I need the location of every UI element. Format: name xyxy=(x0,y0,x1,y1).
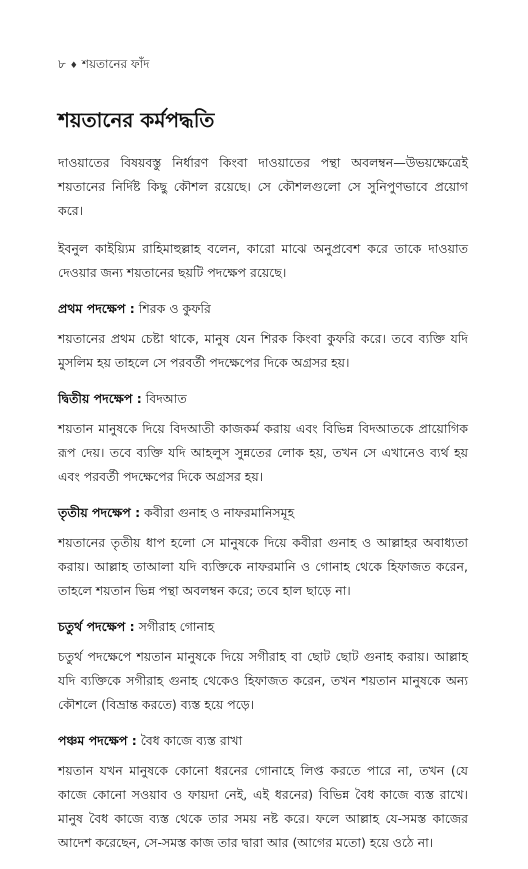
book-title: শয়তানের ফাঁদ xyxy=(81,57,150,71)
step-topic: বৈধ কাজে ব্যস্ত রাখা xyxy=(140,733,243,748)
step-heading xyxy=(58,617,468,637)
step-heading xyxy=(58,503,468,523)
step-label: পঞ্চম পদক্ষেপ : xyxy=(58,733,137,748)
step-section xyxy=(58,389,468,489)
step-paragraph: শয়তানের প্রথম চেষ্টা থাকে, মানুষ যেন শিরক কিংবা কুফরি করে। তবে ব্যক্তি যদি মুসলিম হয় তাহলে সে পরবর্তী পদক্ষেপের দিকে অগ্রসর হয়। xyxy=(58,331,468,370)
step-paragraph: চতুর্থ পদক্ষেপে শয়তান মানুষকে দিয়ে সগীরাহ বা ছোট ছোট গুনাহ করায়। আল্লাহ যদি ব্যক্তিকে সগীরাহ গুনাহ থেকেও হিফাজত করেন, তখন শয়তান মানুষকে অন্য কৌশলে (বিভ্রান্ত করতে) ব্যস্ত হয়ে পড়ে। xyxy=(58,649,468,712)
page-number: ৮ xyxy=(58,57,66,71)
step-topic: সগীরাহ গোনাহ xyxy=(138,619,215,634)
running-header xyxy=(58,56,468,76)
step-paragraph: শয়তানের তৃতীয় ধাপ হলো সে মানুষকে দিয়ে কবীরা গুনাহ ও আল্লাহর অবাধ্যতা করায়। আল্লাহ তাআলা যদি ব্যক্তিকে নাফরমানি ও গোনাহ থেকে হিফাজত করেন, তাহলে শয়তান ভিন্ন পন্থা অবলম্বন করে; তবে হাল ছাড়ে না। xyxy=(58,535,468,598)
step-topic: বিদআত xyxy=(145,391,187,406)
step-section xyxy=(58,299,468,375)
book-page xyxy=(58,56,468,869)
step-section xyxy=(58,503,468,603)
step-topic: শিরক ও কুফরি xyxy=(138,301,211,316)
step-label: তৃতীয় পদক্ষেপ : xyxy=(58,505,141,520)
step-heading xyxy=(58,389,468,409)
chapter-title: শয়তানের কর্মপদ্ধতি xyxy=(58,108,215,132)
step-section xyxy=(58,617,468,717)
diamond-separator-icon: ♦ xyxy=(69,61,78,71)
step-heading xyxy=(58,299,468,319)
step-label: দ্বিতীয় পদক্ষেপ : xyxy=(58,391,142,406)
intro-paragraph: দাওয়াতের বিষয়বস্তু নির্ধারণ কিংবা দাওয়াতের পন্থা অবলম্বন—উভয়ক্ষেত্রেই শয়তানের নির্দিষ্ট কিছু কৌশল রয়েছে। সে কৌশলগুলো সে সুনিপুণভাবে প্রয়োগ করে। xyxy=(58,155,468,218)
step-label: প্রথম পদক্ষেপ : xyxy=(58,301,135,316)
step-paragraph: শয়তান যখন মানুষকে কোনো ধরনের গোনাহে লিপ্ত করতে পারে না, তখন (যে কাজে কোনো সওয়াব ও ফায়দা নেই, এই ধরনের) বিভিন্ন বৈধ কাজে ব্যস্ত রাখে। মানুষ বৈধ কাজে ব্যস্ত থেকে তার সময় নষ্ট করে। ফলে আল্লাহ যে-সমস্ত কাজের আদেশ করেছেন, সে-সমস্ত কাজ তার দ্বারা আর (আগের মতো) হয়ে ওঠে না। xyxy=(58,763,468,850)
step-label: চতুর্থ পদক্ষেপ : xyxy=(58,619,135,634)
step-paragraph: শয়তান মানুষকে দিয়ে বিদআতী কাজকর্ম করায় এবং বিভিন্ন বিদআতকে প্রায়োগিক রূপ দেয়। তবে ব্যক্তি যদি আহলুস সুন্নতের লোক হয়, তখন সে এখানেও ব্যর্থ হয় এবং পরবর্তী পদক্ষেপের দিকে অগ্রসর হয়। xyxy=(58,421,468,484)
step-topic: কবীরা গুনাহ ও নাফরমানিসমূহ xyxy=(144,505,295,520)
intro-paragraph: ইবনুল কাইয়্যিম রাহিমাহুল্লাহ বলেন, কারো মাঝে অনুপ্রবেশ করে তাকে দাওয়াত দেওয়ার জন্য শয়তানের ছয়টি পদক্ষেপ রয়েছে। xyxy=(58,241,468,280)
step-section xyxy=(58,731,468,855)
step-heading xyxy=(58,731,468,751)
